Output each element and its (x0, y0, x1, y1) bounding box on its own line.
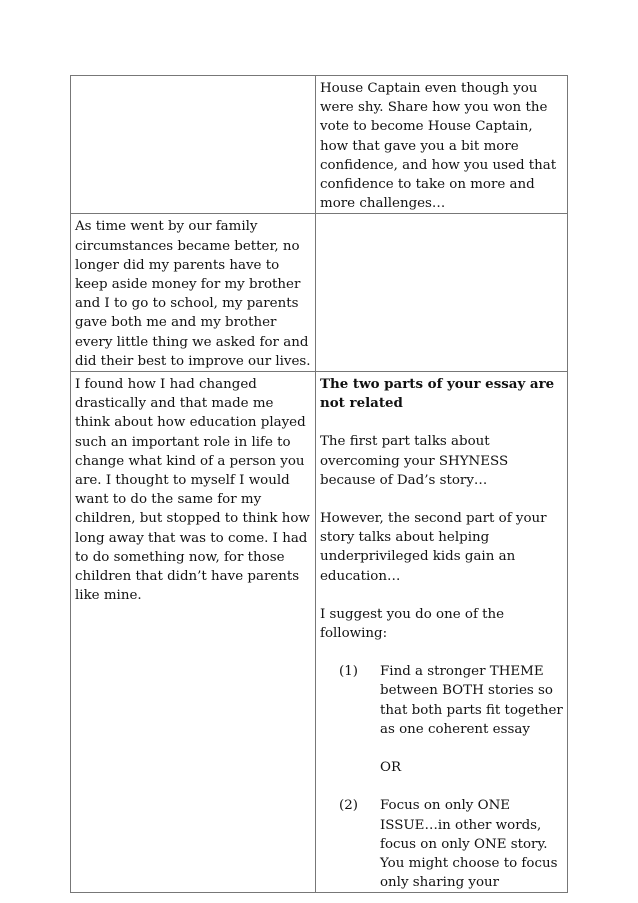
essay-text-cell: As time went by our family circumstances became better, no longer did my parents have to keep aside money for my brother and I to go to school, my parents gave both me and my brother every little thing we asked for and did their best to improve our lives. (71, 214, 316, 372)
essay-text-cell: I found how I had changed drastically and that made me think about how education played such an important role in life to change what kind of a person you are. I thought to myself I would want to do the same for my children, but stopped to think how long away that was to come. I had to do something now, for those children that didn’t have parents like mine. (71, 372, 316, 893)
option-number: (2) (339, 798, 358, 814)
list-item (339, 796, 563, 892)
option-text: Find a stronger THEME between BOTH stories so that both parts fit together as one coherent essay (380, 664, 563, 737)
option-number: (1) (339, 664, 358, 680)
feedback-paragraph: I suggest you do one of the following: (320, 606, 505, 642)
feedback-heading: The two parts of your essay are not related (320, 376, 555, 412)
feedback-cell (316, 372, 568, 893)
option-text: Focus on only ONE ISSUE…in other words, focus on only ONE story. You might choose to focus only sharing your (380, 798, 558, 891)
table-row (71, 214, 568, 372)
table-row (71, 372, 568, 893)
feedback-cell: House Captain even though you were shy. Share how you won the vote to become House Captain, how that gave you a bit more confidence, and how you used that confidence to take on more and more challenges… (316, 76, 568, 214)
essay-text-cell (71, 76, 316, 214)
feedback-paragraph: The first part talks about overcoming your SHYNESS because of Dad’s story… (320, 434, 509, 488)
table-row (71, 76, 568, 214)
list-item (339, 662, 563, 739)
essay-feedback-table (70, 75, 568, 893)
or-separator: OR (380, 760, 402, 776)
feedback-cell (316, 214, 568, 372)
feedback-paragraph: However, the second part of your story talks about helping underprivileged kids gain an education… (320, 511, 547, 584)
